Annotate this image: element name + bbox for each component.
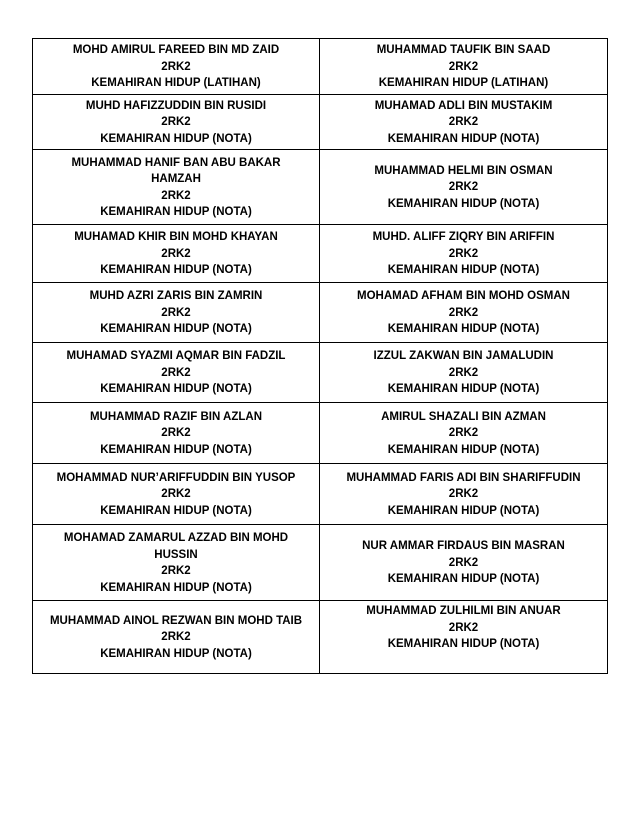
label-cell xyxy=(33,150,320,225)
student-name: MUHD. ALIFF ZIQRY BIN ARIFFIN xyxy=(372,231,555,244)
student-name: MUHAMAD KHIR BIN MOHD KHAYAN xyxy=(74,231,278,244)
label-sheet-table xyxy=(32,38,608,674)
student-name: MOHAMAD AFHAM BIN MOHD OSMAN xyxy=(357,290,570,303)
subject-label: KEMAHIRAN HIDUP (NOTA) xyxy=(100,581,252,594)
label-cell xyxy=(33,403,320,464)
label-cell xyxy=(320,283,608,343)
label-cell xyxy=(320,150,608,225)
label-row xyxy=(33,95,608,150)
class-code: 2RK2 xyxy=(448,181,479,194)
class-code: 2RK2 xyxy=(448,427,479,440)
student-name: MUHAMMAD RAZIF BIN AZLAN xyxy=(89,410,263,423)
class-code: 2RK2 xyxy=(161,565,191,577)
subject-label: KEMAHIRAN HIDUP (NOTA) xyxy=(100,443,252,456)
subject-label: KEMAHIRAN HIDUP (NOTA) xyxy=(387,443,540,456)
student-name: MUHAMMAD AINOL REZWAN BIN MOHD TAIB xyxy=(49,614,303,627)
class-code: 2RK2 xyxy=(448,116,479,129)
label-cell xyxy=(320,403,608,464)
subject-label: KEMAHIRAN HIDUP (NOTA) xyxy=(100,504,252,517)
label-cell xyxy=(320,525,608,601)
student-name: MUHAMMAD HELMI BIN OSMAN xyxy=(374,164,553,177)
class-code: 2RK2 xyxy=(448,247,479,260)
subject-label: KEMAHIRAN HIDUP (NOTA) xyxy=(100,132,252,145)
label-row xyxy=(33,343,608,403)
student-name: MUHD AZRI ZARIS BIN ZAMRIN xyxy=(89,290,263,303)
student-name: MUHAMMAD FARIS ADI BIN SHARIFFUDIN xyxy=(346,471,581,484)
label-cell xyxy=(320,225,608,283)
label-cell xyxy=(33,39,320,95)
subject-label: KEMAHIRAN HIDUP (NOTA) xyxy=(387,197,540,210)
label-cell xyxy=(33,464,320,525)
subject-label: KEMAHIRAN HIDUP (LATIHAN) xyxy=(378,77,549,90)
subject-label: KEMAHIRAN HIDUP (NOTA) xyxy=(387,573,540,586)
student-name: MOHD AMIRUL FAREED BIN MD ZAID xyxy=(72,44,280,57)
student-name: AMIRUL SHAZALI BIN AZMAN xyxy=(381,410,546,423)
student-name: IZZUL ZAKWAN BIN JAMALUDIN xyxy=(373,350,554,363)
label-cell xyxy=(33,525,320,601)
label-cell xyxy=(33,95,320,150)
student-name: MOHAMMAD NUR’ARIFFUDDIN BIN YUSOP xyxy=(56,471,296,484)
class-code: 2RK2 xyxy=(161,366,191,379)
label-row xyxy=(33,601,608,674)
student-name: NUR AMMAR FIRDAUS BIN MASRAN xyxy=(362,540,565,553)
subject-label: KEMAHIRAN HIDUP (NOTA) xyxy=(387,504,540,517)
class-code: 2RK2 xyxy=(161,116,191,129)
label-cell xyxy=(33,225,320,283)
class-code: 2RK2 xyxy=(448,621,479,634)
class-code: 2RK2 xyxy=(161,488,191,501)
student-name: MUHAMMAD ZULHILMI BIN ANUAR xyxy=(366,605,561,617)
class-code: 2RK2 xyxy=(448,556,479,569)
label-cell xyxy=(33,343,320,403)
subject-label: KEMAHIRAN HIDUP (LATIHAN) xyxy=(91,77,261,90)
subject-label: KEMAHIRAN HIDUP (NOTA) xyxy=(387,383,540,396)
subject-label: KEMAHIRAN HIDUP (NOTA) xyxy=(387,132,540,145)
class-code: 2RK2 xyxy=(161,60,191,73)
student-name: MUHD HAFIZZUDDIN BIN RUSIDI xyxy=(85,99,267,112)
student-name: MUHAMMAD HANIF BAN ABU BAKAR HAMZAH xyxy=(71,156,281,185)
class-code: 2RK2 xyxy=(161,247,191,260)
label-row xyxy=(33,39,608,95)
label-row xyxy=(33,525,608,601)
class-code: 2RK2 xyxy=(448,60,479,73)
class-code: 2RK2 xyxy=(448,488,479,501)
student-name: MOHAMAD ZAMARUL AZZAD BIN MOHD HUSSIN xyxy=(63,532,289,561)
subject-label: KEMAHIRAN HIDUP (NOTA) xyxy=(100,206,252,218)
subject-label: KEMAHIRAN HIDUP (NOTA) xyxy=(100,323,252,336)
student-name: MUHAMAD ADLI BIN MUSTAKIM xyxy=(374,99,553,112)
label-row xyxy=(33,403,608,464)
label-row xyxy=(33,283,608,343)
label-cell xyxy=(33,601,320,674)
class-code: 2RK2 xyxy=(161,306,191,319)
label-cell xyxy=(320,464,608,525)
label-cell xyxy=(33,283,320,343)
label-cell xyxy=(320,343,608,403)
student-name: MUHAMAD SYAZMI AQMAR BIN FADZIL xyxy=(66,350,286,363)
label-cell xyxy=(320,95,608,150)
class-code: 2RK2 xyxy=(161,189,191,202)
label-cell xyxy=(320,601,608,674)
subject-label: KEMAHIRAN HIDUP (NOTA) xyxy=(100,647,252,660)
class-code: 2RK2 xyxy=(161,631,191,644)
label-cell xyxy=(320,39,608,95)
class-code: 2RK2 xyxy=(448,366,479,379)
subject-label: KEMAHIRAN HIDUP (NOTA) xyxy=(387,264,540,277)
student-name: MUHAMMAD TAUFIK BIN SAAD xyxy=(376,44,551,57)
subject-label: KEMAHIRAN HIDUP (NOTA) xyxy=(100,383,252,396)
subject-label: KEMAHIRAN HIDUP (NOTA) xyxy=(100,264,252,277)
subject-label: KEMAHIRAN HIDUP (NOTA) xyxy=(387,323,540,336)
class-code: 2RK2 xyxy=(448,306,479,319)
subject-label: KEMAHIRAN HIDUP (NOTA) xyxy=(387,638,540,650)
label-row xyxy=(33,225,608,283)
class-code: 2RK2 xyxy=(161,427,191,440)
label-row xyxy=(33,150,608,225)
label-row xyxy=(33,464,608,525)
